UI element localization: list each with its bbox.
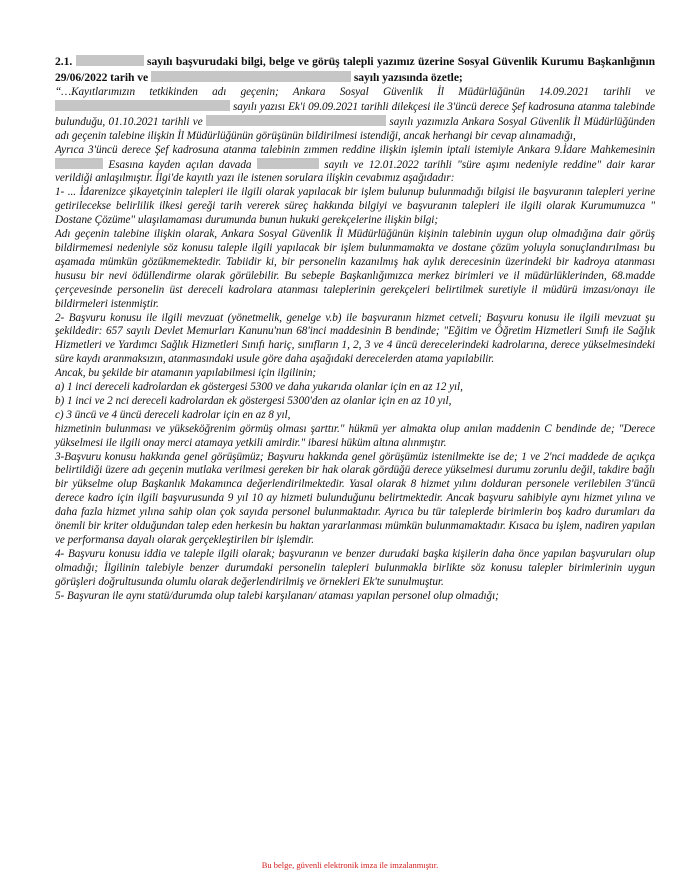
quote-paragraph-2: [55, 144, 655, 187]
paragraph: 5- Başvuran ile aynı statü/durumda olup talebi karşılanan/ ataması yapılan personel olup olmadığı;: [55, 589, 499, 602]
document-body: [55, 54, 655, 604]
redaction: [55, 158, 103, 169]
quote-text: Esasına kayden açılan davada: [108, 158, 252, 171]
quote-paragraph-1: [55, 86, 655, 144]
redaction: [206, 115, 386, 126]
list-item: a) 1 inci dereceli kadrolardan ek göstergesi 5300 ve daha yukarıda olanlar için en az 12 yıl,: [55, 381, 463, 394]
section-heading: [55, 54, 655, 85]
e-signature-footer: Bu belge, güvenli elektronik imza ile imzalanmıştır.: [261, 860, 439, 870]
quote-text: sayılı ve 12.01.2022 tarihli "süre aşımı nedeniyle reddine" dair karar verildiği anlaşılmıştır. İlgi'de kayıtlı yazı ile istenen sorulara ilişkin cevabımız aşağıdadır:: [55, 158, 656, 185]
list-item: b) 1 inci ve 2 nci dereceli kadrolardan ek göstergesi 5300'den az olanlar için en az 10 yıl,: [55, 394, 452, 407]
paragraph: hizmetinin bulunması ve yükseköğrenim görmüş olması şarttır." hükmü yer almakta olup anılan maddenin C bendinde de; "Derece yükselmesi ile ilgili onay merci atamaya yetkili amirdir." ibaresi hüküm altına alınmıştır.: [55, 422, 655, 449]
paragraph: 2- Başvuru konusu ile ilgili mevzuat (yönetmelik, genelge v.b) ile başvuranın hizmet cetveli; Başvuru konusu ile ilgili mevzuat şu şekildedir: 657 sayılı Devlet Memurları Kanunu'nun 68'inci maddesinin B bendinde; "Eğitim ve Öğretim Hizmetleri Sınıfı ile Sağlık Hizmetleri ve Yardımcı Sağlık Hizmetleri Sınıfı hariç, sınıfların 1, 2, 3 ve 4 üncü derecelerindeki kadrolarına, derece yükselmesindeki süre kaydı aranmaksızın, atanmasındaki usule göre daha aşağıdaki derecelerden atama yapılabilir.: [55, 311, 655, 366]
quote-text: “…Kayıtlarımızın tetkikinden adı geçenin; Ankara Sosyal Güvenlik İl Müdürlüğünün 14.09.2021 tarihli ve: [55, 86, 655, 98]
redaction: [257, 158, 319, 169]
paragraph: Ancak, bu şekilde bir atamanın yapılabilmesi için ilgilinin;: [55, 367, 317, 380]
heading-text-1: sayılı başvurudaki bilgi, belge ve görüş talepli yazımız üzerine Sosyal Güvenlik Kurumu Başkanlığının 29/06/2022 tarih ve: [55, 55, 655, 84]
quote-text: sayılı yazısı Ek'i 09.09.2021 tarihli dilekçesi ile 3'üncü derece Şef kadrosuna atanma talebinde bulunduğu, 01.10.2021 tarihli ve: [55, 100, 655, 128]
quote-text: Ayrıca 3'üncü derece Şef kadrosuna atanma talebinin zımmen reddine ilişkin işlemin iptali istemiyle Ankara 9.İdare Mahkemesinin: [55, 143, 655, 156]
redaction: [55, 100, 230, 111]
paragraph: 4- Başvuru konusu iddia ve taleple ilgili olarak; başvuranın ve benzer durudaki başka kişilerin daha önce yapılan başvuruları olup olmadığı; İlgilinin talebiyle benzer durumdaki personelin talepleri bulunmakla birlikte söz konusu talepler birimlerinin uygun görüşleri doğrultusunda olumlu olarak değerlendirilmiş ve örnekleri Ek'te sunulmuştur.: [55, 547, 655, 588]
paragraph: 3-Başvuru konusu hakkında genel görüşümüz; Başvuru hakkında genel görüşümüz istenilmekte ise de; 1 ve 2'nci maddede de açıkça belirtildiği üzere adı geçenin mutlaka verilmesi gereken bir hak olarak gördüğü derece yükselmesi durumu zorunlu değil, takdire bağlı bir yükselme olup Başkanlık Makamınca değerlendirilmektedir. Yasal olarak 8 hizmet yılını dolduran personele verilebilen 3'üncü derece kadro için ilgili başvurusunda 9 yıl 10 ay hizmeti bulunduğunu belirtmektedir. Ancak başvuru sahibiyle aynı hizmet yılına ve daha fazla hizmet yılına sahip olan çok sayıda personel bulunmaktadır. Ayrıca bu tür taleplerde birimlerin boş kadro durumları da önemli bir kriter olduğundan talep eden herkesin bu haktan yararlanması mümkün bulunmamaktadır. Kısaca bu işlem, nadiren yapılan ve performansa dayalı olarak gerçekleştirilen bir işlemdir.: [55, 450, 655, 546]
section-number: 2.1.: [55, 55, 73, 68]
heading-text-2: sayılı yazısında özetle;: [353, 70, 463, 84]
paragraph: Adı geçenin talebine ilişkin olarak, Ankara Sosyal Güvenlik İl Müdürlüğünün kişinin talebinin uygun olup olmadığına dair görüş bildirmemesi nedeniyle söz konusu taleple ilgili yapılacak bir işlem bulunmamakta ve dostane çözüm yoluyla sonuçlandırılması bu aşamada mümkün gözükmemektedir. Tabiidir ki, bir personelin kazanılmış hak aylık derecesinin üzerindeki bir kadroya atanması hususu bir nevi ödüllendirme olarak görülebilir. Bu sebeple Başkanlığımızca merkez birimleri ve il müdürlüklerinden, 68.madde çerçevesinde personelin üst dereceli kadrolara atanması taleplerinin gerekçeleri belirtilmek suretiyle il müdürü imzası/onayı ile bildirmeleri istenmiştir.: [55, 228, 655, 310]
redaction: [151, 71, 351, 82]
redaction: [76, 55, 144, 66]
paragraph: 1- ... İdarenizce şikayetçinin talepleri ile ilgili olarak yapılacak bir işlem bulunup bulunmadığı bilgisi ile başvuranın talepleri yerine getirilecekse belirlilik ilkesi gereği tarih vererek süreç hakkında bilgiyi ve başvuranın talepleri ile ilgili olarak Kurumumuzca " Dostane Çözüme" ulaşılamaması durumunda bunun hukuki gerekçelerine ilişkin bilgi;: [55, 186, 655, 227]
list-item: c) 3 üncü ve 4 üncü dereceli kadrolar için en az 8 yıl,: [55, 408, 291, 421]
quote-text: sayılı yazımızla Ankara Sosyal Güvenlik İl Müdürlüğünden adı geçenin talebine ilişkin İl Müdürlüğünün görüşünün bildirilmesi istendiği, ancak herhangi bir cevap alınamadığı,: [55, 115, 655, 142]
